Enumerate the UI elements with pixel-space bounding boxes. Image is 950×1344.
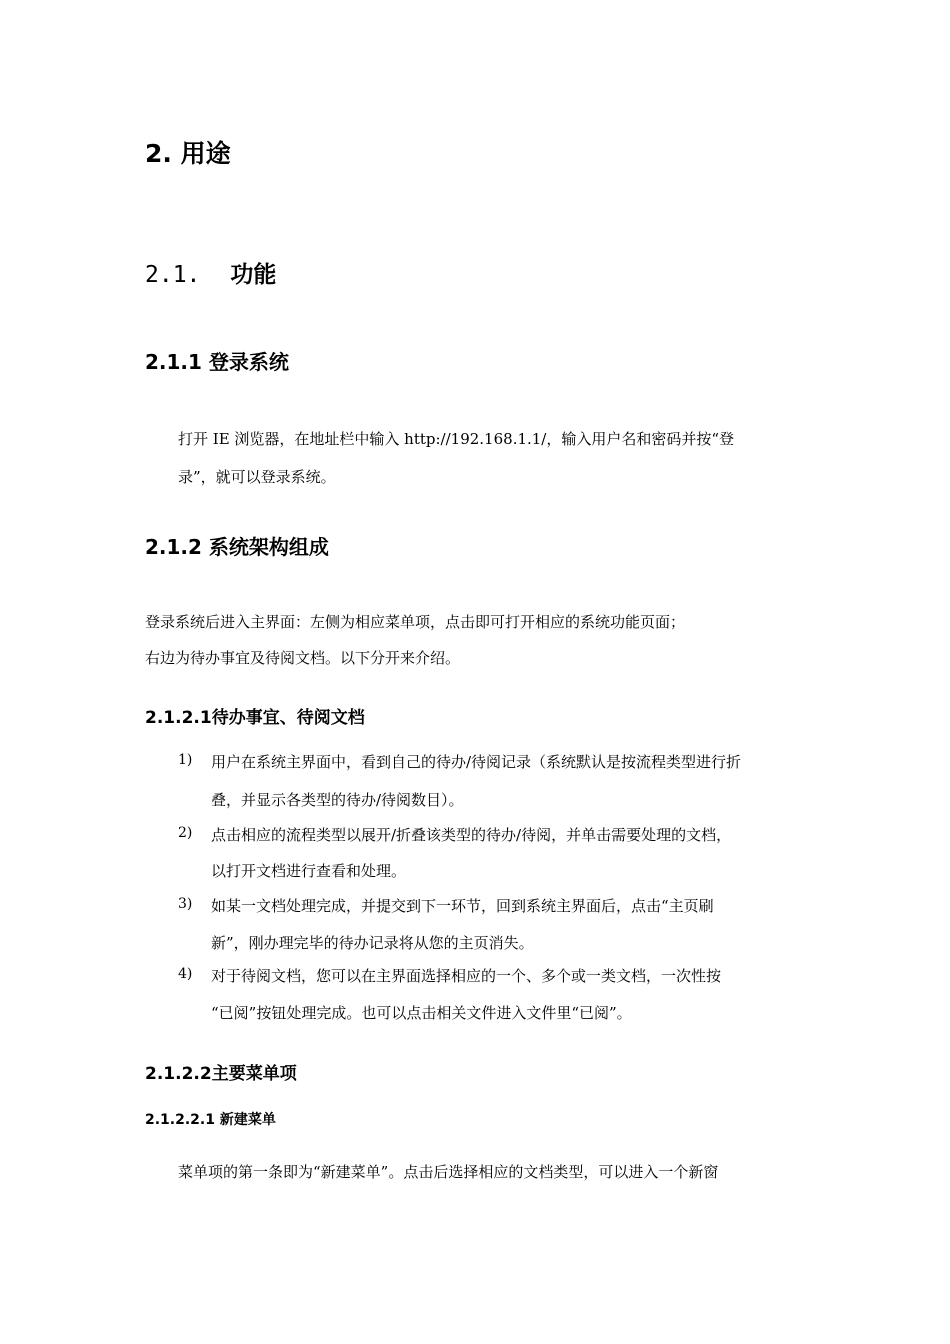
- paragraph-line: 登录系统后进入主界面：左侧为相应菜单项，点击即可打开相应的系统功能页面；: [145, 613, 686, 631]
- paragraph-line: 录”，就可以登录系统。: [178, 468, 336, 486]
- list-item-text: 叠，并显示各类型的待办/待阅数目）。: [211, 791, 464, 809]
- heading-2-1-2: 2.1.2 系统架构组成: [145, 535, 329, 559]
- heading-2-1-2-1: 2.1.2.1待办事宜、待阅文档: [145, 708, 365, 728]
- heading-2-1-2-2: 2.1.2.2主要菜单项: [145, 1064, 297, 1084]
- list-item-text: 新”，刚办理完毕的待办记录将从您的主页消失。: [211, 934, 534, 952]
- heading-2-1-1: 2.1.1 登录系统: [145, 350, 289, 374]
- paragraph-line: 右边为待办事宜及待阅文档。以下分开来介绍。: [145, 649, 461, 667]
- heading-title: 功能: [230, 262, 277, 288]
- heading-2-1-2-2-1: 2.1.2.2.1 新建菜单: [145, 1112, 276, 1128]
- list-item-number: 3): [178, 896, 193, 912]
- list-item-text: 对于待阅文档，您可以在主界面选择相应的一个、多个或一类文档，一次性按: [211, 967, 722, 985]
- paragraph-line: 打开 IE 浏览器，在地址栏中输入 http://192.168.1.1/，输入用户名和密码并按“登: [178, 430, 735, 448]
- list-item-number: 2): [178, 825, 193, 841]
- heading-2-1-function: [145, 256, 276, 289]
- list-item-text: 点击相应的流程类型以展开/折叠该类型的待办/待阅，并单击需要处理的文档，: [211, 826, 732, 844]
- list-item-text: 如某一文档处理完成，并提交到下一环节，回到系统主界面后，点击“主页刷: [211, 897, 714, 915]
- paragraph-line: 菜单项的第一条即为“新建菜单”。点击后选择相应的文档类型，可以进入一个新窗: [178, 1163, 719, 1181]
- heading-number: 2.1.: [145, 262, 201, 288]
- list-item-text: 以打开文档进行查看和处理。: [211, 862, 407, 880]
- heading-2-usage: 2. 用途: [145, 139, 231, 168]
- list-item-text: “已阅”按钮处理完成。也可以点击相关文件进入文件里“已阅”。: [211, 1004, 632, 1022]
- list-item-text: 用户在系统主界面中，看到自己的待办/待阅记录（系统默认是按流程类型进行折: [211, 753, 742, 771]
- list-item-number: 4): [178, 966, 193, 982]
- list-item-number: 1): [178, 752, 193, 768]
